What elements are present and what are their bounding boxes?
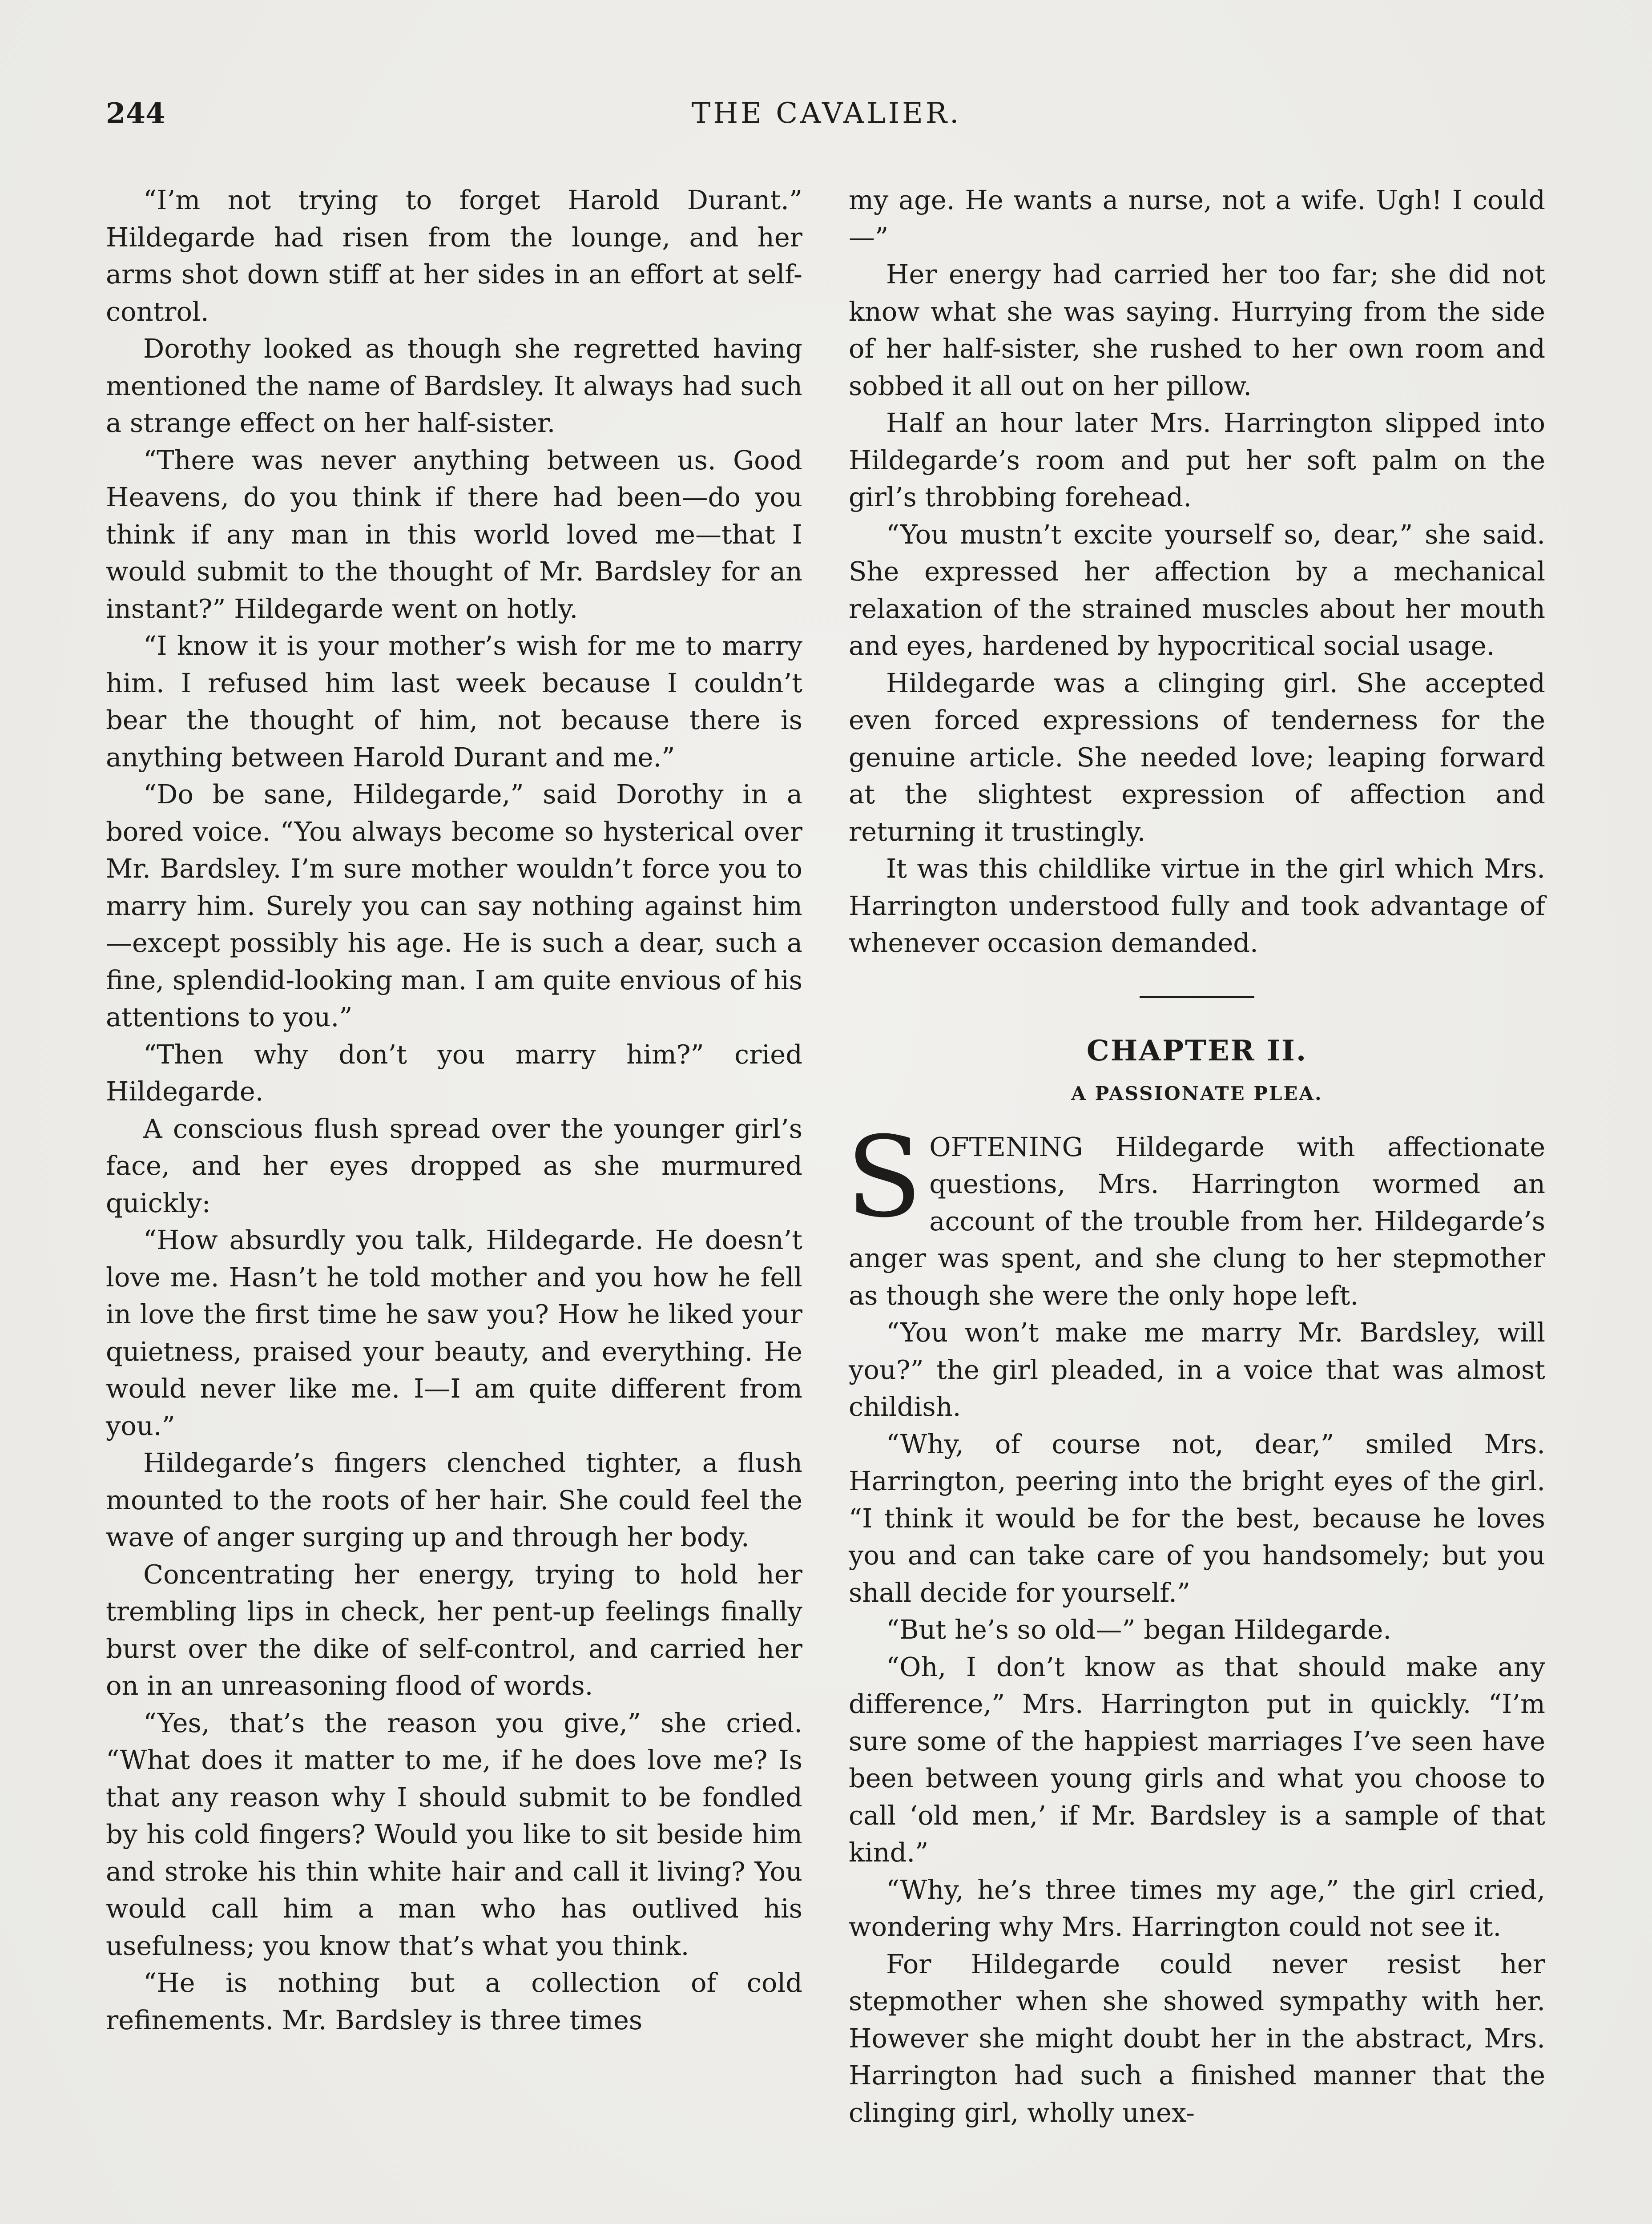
chapter-subheading: A PASSIONATE PLEA.	[1071, 1082, 1323, 1104]
paragraph: “Then why don’t you marry him?” cried Hildegarde.	[106, 1039, 802, 1107]
page-number: 244	[106, 97, 165, 130]
page-header	[106, 97, 1547, 146]
chapter-opening-paragraph	[846, 1112, 1545, 1314]
paragraph: Her energy had carried her too far; she did not know what she was saying. Hurrying from the side of her half-sister, she rushed to her own room and sobbed it all out on her pillow.	[849, 259, 1545, 401]
chapter-heading: CHAPTER II.	[1086, 1034, 1308, 1068]
paragraph-continued: my age. He wants a nurse, not a wife. Ugh! I could—”	[849, 185, 1545, 253]
paragraph: “You won’t make me marry Mr. Bardsley, will you?” the girl pleaded, in a voice that was almost childish.	[849, 1317, 1545, 1422]
paragraph: Hildegarde was a clinging girl. She accepted even forced expressions of tenderness for the genuine article. She needed love; leaping forward at the slightest expression of affection and returning it trustingly.	[849, 667, 1545, 847]
paragraph: “He is nothing but a collection of cold refinements. Mr. Bardsley is three times	[106, 1967, 802, 2035]
section-divider	[1140, 996, 1254, 998]
paragraph: For Hildegarde could never resist her stepmother when she showed sympathy with her. However she might doubt her in the abstract, Mrs. Harrington had such a finished manner that the clinging girl, wholly unex-	[849, 1948, 1545, 2128]
paragraph: “Yes, that’s the reason you give,” she cried. “What does it matter to me, if he does love me? Is that any reason why I should submit to be fondled by his cold fingers? Would you like to sit beside him and stroke his thin white hair and call it living? You would call him a man who has outlived his usefulness; you know that’s what you think.	[106, 1707, 802, 1961]
paragraph: “There was never anything between us. Good Heavens, do you think if there had been—do you think if any man in this world loved me—that I would submit to the thought of Mr. Bardsley for an instant?” Hildegarde went on hotly.	[106, 444, 802, 624]
drop-cap: S	[846, 1112, 923, 1242]
right-column	[846, 181, 1545, 2131]
paragraph: “Why, he’s three times my age,” the girl cried, wondering why Mrs. Harrington could not see it.	[849, 1874, 1545, 1942]
paragraph: “Oh, I don’t know as that should make any difference,” Mrs. Harrington put in quickly. “I’m sure some of the happiest marriages I’ve seen have been between young girls and what you choose to call ‘old men,’ if Mr. Bardsley is a sample of that kind.”	[849, 1651, 1545, 1868]
paragraph: “Why, of course not, dear,” smiled Mrs. Harrington, peering into the bright eyes of the girl. “I think it would be for the best, because he loves you and can take care of you handsomely; but you shall decide for yourself.”	[849, 1428, 1545, 1608]
paragraph: “Do be sane, Hildegarde,” said Dorothy in a bored voice. “You always become so hysterical over Mr. Bardsley. I’m sure mother wouldn’t force you to marry him. Surely you can say nothing against him—except possibly his age. He is such a dear, such a fine, splendid-looking man. I am quite envious of his attentions to you.”	[106, 779, 802, 1032]
paragraph: “How absurdly you talk, Hildegarde. He doesn’t love me. Hasn’t he told mother and you how he fell in love the first time he saw you? How he liked your quietness, praised your beauty, and everything. He would never like me. I—I am quite different from you.”	[106, 1225, 802, 1441]
left-column	[106, 181, 802, 2039]
paragraph: “I know it is your mother’s wish for me to marry him. I refused him last week because I couldn’t bear the thought of him, not because there is anything between Harold Durant and me.”	[106, 630, 802, 773]
paragraph: “I’m not trying to forget Harold Durant.” Hildegarde had risen from the lounge, and her arms shot down stiff at her sides in an effort at self-control.	[106, 185, 802, 327]
paragraph: Dorothy looked as though she regretted having mentioned the name of Bardsley. It always had such a strange effect on her half-sister.	[106, 333, 802, 438]
paragraph: A conscious flush spread over the younger girl’s face, and her eyes dropped as she murmured quickly:	[106, 1113, 802, 1218]
opening-text: OFTENING Hildegarde with affectionate questions, Mrs. Harrington wormed an account of the trouble from her. Hildegarde’s anger was spent, and she clung to her stepmother as though she were the only hope left.	[849, 1131, 1545, 1311]
paragraph: Hildegarde’s fingers clenched tighter, a flush mounted to the roots of her hair. She could feel the wave of anger surging up and through her body.	[106, 1447, 802, 1552]
running-head: THE CAVALIER.	[691, 97, 962, 130]
paragraph: “But he’s so old—” began Hildegarde.	[886, 1614, 1392, 1645]
paragraph: Concentrating her energy, trying to hold her trembling lips in check, her pent-up feelings finally burst over the dike of self-control, and carried her on in an unreasoning flood of words.	[106, 1559, 802, 1701]
paragraph: It was this childlike virtue in the girl which Mrs. Harrington understood fully and took advantage of whenever occasion demanded.	[849, 853, 1545, 958]
paragraph: “You mustn’t excite yourself so, dear,” she said. She expressed her affection by a mechanical relaxation of the strained muscles about her mouth and eyes, hardened by hypocritical social usage.	[849, 519, 1545, 661]
paragraph: Half an hour later Mrs. Harrington slipped into Hildegarde’s room and put her soft palm on the girl’s throbbing forehead.	[849, 407, 1545, 512]
